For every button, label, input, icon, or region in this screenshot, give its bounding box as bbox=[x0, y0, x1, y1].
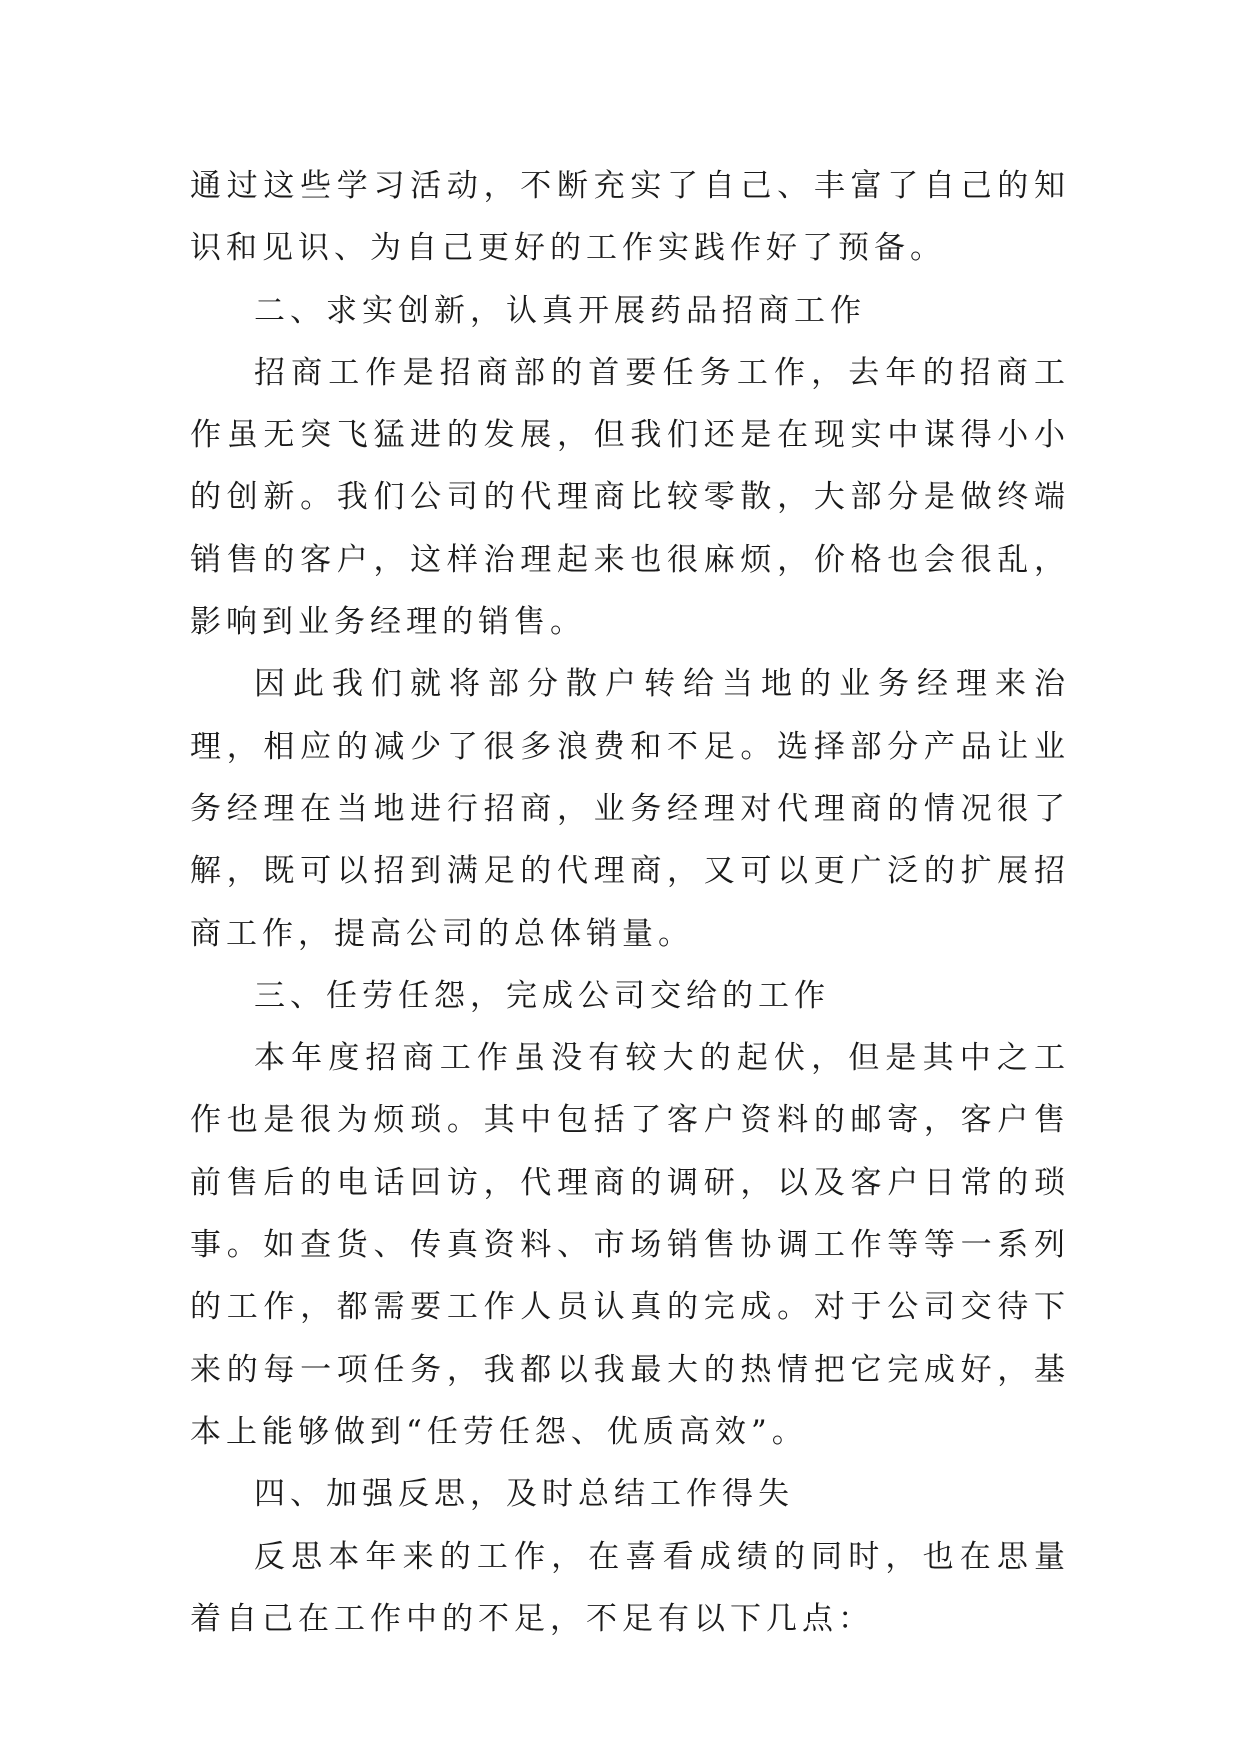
paragraph-study-activities: 通过这些学习活动，不断充实了自己、丰富了自己的知识和见识、为自己更好的工作实践作好了预备。 bbox=[190, 168, 1070, 267]
paragraph-retail-transfer: 因此我们就将部分散户转给当地的业务经理来治理，相应的减少了很多浪费和不足。选择部分产品让业务经理在当地进行招商，业务经理对代理商的情况很了解，既可以招到满足的代理商，又可以更广泛的扩展招商工作，提高公司的总体销量。 bbox=[190, 666, 1070, 952]
document-body bbox=[190, 155, 1070, 1650]
paragraph-annual-tasks: 本年度招商工作虽没有较大的起伏，但是其中之工作也是很为烦琐。其中包括了客户资料的邮寄，客户售前售后的电话回访，代理商的调研，以及客户日常的琐事。如查货、传真资料、市场销售协调工作等等一系列的工作，都需要工作人员认真的完成。对于公司交待下来的每一项任务，我都以我最大的热情把它完成好，基本上能够做到“任劳任怨、优质高效”。 bbox=[190, 1040, 1070, 1450]
paragraph-investment-work: 招商工作是招商部的首要任务工作，去年的招商工作虽无突飞猛进的发展，但我们还是在现实中谋得小小的创新。我们公司的代理商比较零散，大部分是做终端销售的客户，这样治理起来也很麻烦，价格也会很乱，影响到业务经理的销售。 bbox=[190, 354, 1070, 641]
paragraph-reflection: 反思本年来的工作，在喜看成绩的同时，也在思量着自己在工作中的不足，不足有以下几点： bbox=[190, 1538, 1070, 1637]
heading-section-two: 二、求实创新，认真开展药品招商工作 bbox=[254, 292, 866, 329]
heading-section-three: 三、任劳任怨，完成公司交给的工作 bbox=[254, 977, 830, 1014]
heading-section-four: 四、加强反思，及时总结工作得失 bbox=[254, 1476, 794, 1513]
